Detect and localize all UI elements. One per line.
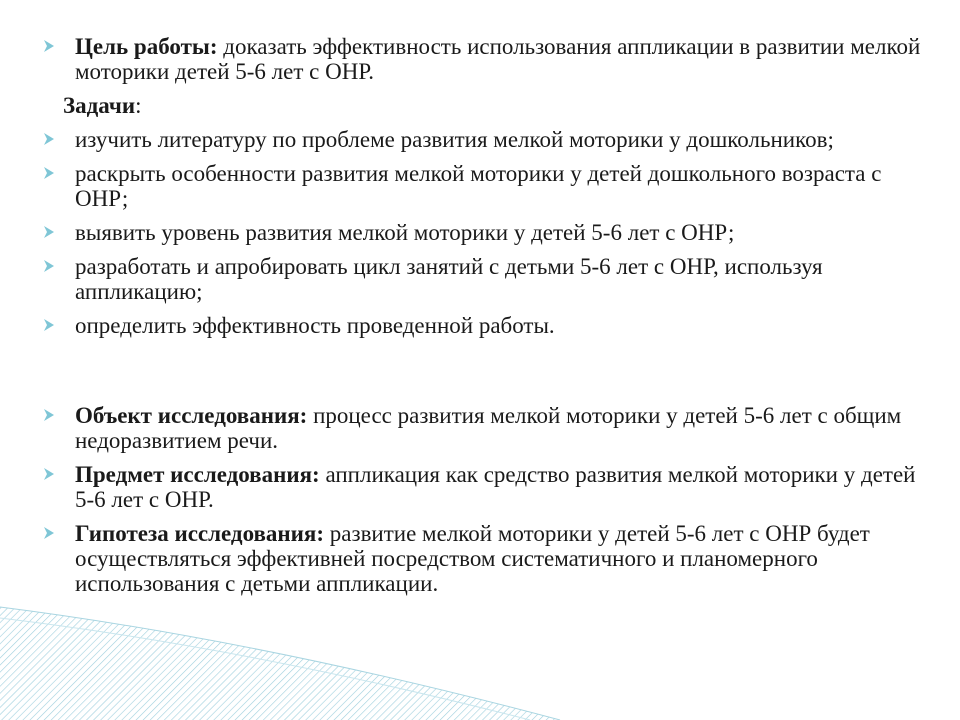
spacer	[44, 347, 924, 403]
subject-text: аппликация как средство развития мелкой моторики у детей 5-6 лет с ОНР.	[75, 462, 916, 512]
task-text: выявить уровень развития мелкой моторики у детей 5-6 лет с ОНР;	[75, 220, 735, 245]
hypothesis-text: развитие мелкой моторики у детей 5-6 лет с ОНР будет осуществляться эффективней посредством систематичного и планомерного использования с детьми аппликации.	[75, 521, 870, 596]
arrow-bullet-icon	[44, 167, 54, 179]
task-item	[44, 313, 924, 338]
object-label: Объект исследования:	[75, 403, 308, 428]
arrow-bullet-icon	[44, 409, 54, 421]
task-text: определить эффективность проведенной работы.	[75, 313, 555, 338]
task-item	[44, 127, 924, 152]
goal-text: доказать эффективность использования аппликации в развитии мелкой моторики детей 5-6 лет с ОНР.	[75, 34, 921, 84]
task-text: раскрыть особенности развития мелкой моторики у детей дошкольного возраста с ОНР;	[75, 161, 882, 211]
subject-label: Предмет исследования:	[75, 462, 320, 487]
goal-label: Цель работы:	[75, 34, 218, 59]
tasks-heading-label: Задачи	[63, 93, 136, 118]
task-text: изучить литературу по проблеме развития мелкой моторики у дошкольников;	[75, 127, 834, 152]
arrow-bullet-icon	[44, 319, 54, 331]
tasks-heading	[44, 93, 924, 118]
object-text: процесс развития мелкой моторики у детей 5-6 лет с общим недоразвитием речи.	[75, 403, 902, 453]
tasks-heading-suffix: :	[135, 93, 142, 118]
slide-content	[44, 34, 924, 605]
object-item	[44, 403, 924, 453]
subject-item	[44, 462, 924, 512]
hypothesis-label: Гипотеза исследования:	[75, 521, 325, 546]
task-text: разработать и апробировать цикл занятий с детьми 5-6 лет с ОНР, используя аппликацию;	[75, 254, 823, 304]
task-item	[44, 161, 924, 211]
arrow-bullet-icon	[44, 226, 54, 238]
hypothesis-item	[44, 521, 924, 596]
goal-item	[44, 34, 924, 84]
arrow-bullet-icon	[44, 527, 54, 539]
task-item	[44, 220, 924, 245]
task-item	[44, 254, 924, 304]
arrow-bullet-icon	[44, 260, 54, 272]
arrow-bullet-icon	[44, 40, 54, 52]
arrow-bullet-icon	[44, 468, 54, 480]
arrow-bullet-icon	[44, 133, 54, 145]
